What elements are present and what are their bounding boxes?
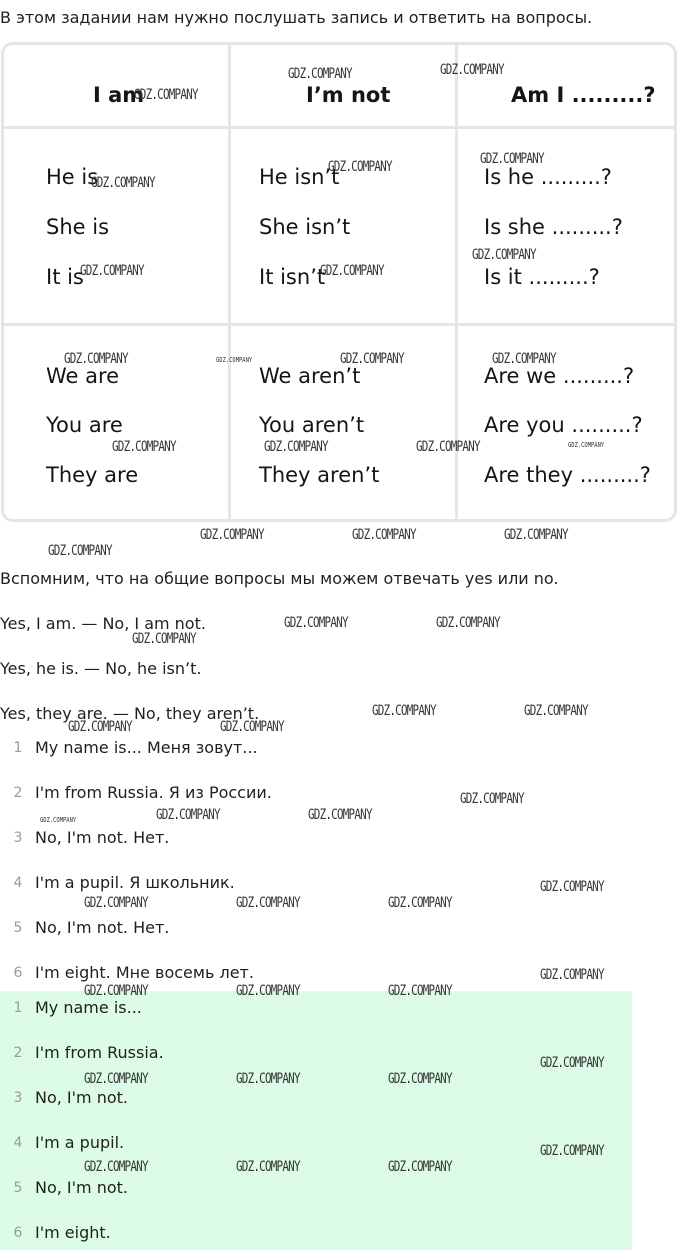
watermark: GDZ.COMPANY [436,615,500,631]
reminder-text: Вспомним, что на общие вопросы мы можем отвечать yes или no. [0,569,559,588]
item-text: No, I'm not. [35,1178,129,1197]
watermark: GDZ.COMPANY [236,983,300,999]
item-number: 4 [13,875,23,891]
item-number: 2 [13,1045,23,1061]
item-text: I'm from Russia. Я из России. [35,783,272,802]
item-number: 4 [13,1135,23,1151]
table-cell-r3c2-3: They aren’t [259,463,380,487]
watermark: GDZ.COMPANY [132,631,196,647]
item-text: I'm a pupil. [35,1133,125,1152]
table-cell-r3c3-3: Are they .........? [484,463,651,487]
watermark: GDZ.COMPANY [216,356,253,364]
table-cell-r1c1: I am [93,83,145,107]
table-cell-r2c3-1: Is he .........? [484,165,612,189]
item-text: I'm a pupil. Я школьник. [35,873,235,892]
watermark: GDZ.COMPANY [480,151,544,167]
watermark: GDZ.COMPANY [388,1071,452,1087]
table-cell-r2c2-2: She isn’t [259,215,351,239]
watermark: GDZ.COMPANY [320,263,384,279]
item-number: 6 [13,965,23,981]
table-cell-r2c1-1: He is [46,165,99,189]
watermark: GDZ.COMPANY [524,703,588,719]
table-cell-r2c3-2: Is she .........? [484,215,623,239]
watermark: GDZ.COMPANY [288,66,352,82]
watermark: GDZ.COMPANY [134,87,198,103]
table-cell-r3c1-1: We are [46,364,120,388]
table-cell-r2c1-3: It is [46,265,84,289]
watermark: GDZ.COMPANY [492,351,556,367]
item-number: 1 [13,740,23,756]
watermark: GDZ.COMPANY [264,439,328,455]
item-text: My name is... Меня зовут... [35,738,258,757]
watermark: GDZ.COMPANY [68,719,132,735]
table-cell-r2c2-1: He isn’t [259,165,340,189]
watermark: GDZ.COMPANY [540,1055,604,1071]
watermark: GDZ.COMPANY [91,175,155,191]
example-line: Yes, they are. — No, they aren’t. [0,704,260,723]
item-text: No, I'm not. Нет. [35,828,170,847]
watermark: GDZ.COMPANY [112,439,176,455]
intro-text: В этом задании нам нужно послушать запись и ответить на вопросы. [0,8,593,27]
item-number: 3 [13,830,23,846]
watermark: GDZ.COMPANY [64,351,128,367]
watermark: GDZ.COMPANY [48,543,112,559]
table-cell-r2c1-2: She is [46,215,110,239]
item-number: 5 [13,1180,23,1196]
watermark: GDZ.COMPANY [504,527,568,543]
watermark: GDZ.COMPANY [352,527,416,543]
item-text: I'm eight. [35,1223,111,1242]
table-cell-r3c1-2: You are [46,413,123,437]
answer-box [0,991,632,1250]
row-divider [4,126,674,129]
watermark: GDZ.COMPANY [236,1159,300,1175]
item-text: I'm eight. Мне восемь лет. [35,963,254,982]
watermark: GDZ.COMPANY [540,967,604,983]
table-cell-r1c3: Am I .........? [511,83,656,107]
table-cell-r2c2-3: It isn’t [259,265,326,289]
row-divider [4,323,674,326]
item-text: No, I'm not. [35,1088,129,1107]
watermark: GDZ.COMPANY [84,895,148,911]
watermark: GDZ.COMPANY [540,879,604,895]
watermark: GDZ.COMPANY [460,791,524,807]
item-text: My name is... [35,998,142,1017]
watermark: GDZ.COMPANY [388,1159,452,1175]
watermark: GDZ.COMPANY [440,62,504,78]
table-cell-r3c2-1: We aren’t [259,364,361,388]
table-cell-r1c2: I’m not [306,83,391,107]
table-cell-r3c2-2: You aren’t [259,413,365,437]
item-text: I'm from Russia. [35,1043,164,1062]
watermark: GDZ.COMPANY [388,895,452,911]
item-text: No, I'm not. Нет. [35,918,170,937]
item-number: 5 [13,920,23,936]
watermark: GDZ.COMPANY [156,807,220,823]
watermark: GDZ.COMPANY [40,816,77,824]
watermark: GDZ.COMPANY [340,351,404,367]
watermark: GDZ.COMPANY [236,1071,300,1087]
watermark: GDZ.COMPANY [308,807,372,823]
watermark: GDZ.COMPANY [472,247,536,263]
watermark: GDZ.COMPANY [200,527,264,543]
watermark: GDZ.COMPANY [236,895,300,911]
grammar-table [1,42,677,522]
watermark: GDZ.COMPANY [328,159,392,175]
table-cell-r2c3-3: Is it .........? [484,265,600,289]
example-line: Yes, I am. — No, I am not. [0,614,206,633]
watermark: GDZ.COMPANY [284,615,348,631]
table-cell-r3c1-3: They are [46,463,139,487]
item-number: 6 [13,1225,23,1241]
watermark: GDZ.COMPANY [416,439,480,455]
watermark: GDZ.COMPANY [540,1143,604,1159]
watermark: GDZ.COMPANY [372,703,436,719]
table-cell-r3c3-2: Are you .........? [484,413,643,437]
watermark: GDZ.COMPANY [568,441,605,449]
watermark: GDZ.COMPANY [84,1159,148,1175]
example-line: Yes, he is. — No, he isn’t. [0,659,202,678]
watermark: GDZ.COMPANY [388,983,452,999]
column-divider [228,45,231,519]
watermark: GDZ.COMPANY [220,719,284,735]
item-number: 1 [13,1000,23,1016]
watermark: GDZ.COMPANY [80,263,144,279]
table-cell-r3c3-1: Are we .........? [484,364,635,388]
watermark: GDZ.COMPANY [84,983,148,999]
item-number: 3 [13,1090,23,1106]
item-number: 2 [13,785,23,801]
watermark: GDZ.COMPANY [84,1071,148,1087]
